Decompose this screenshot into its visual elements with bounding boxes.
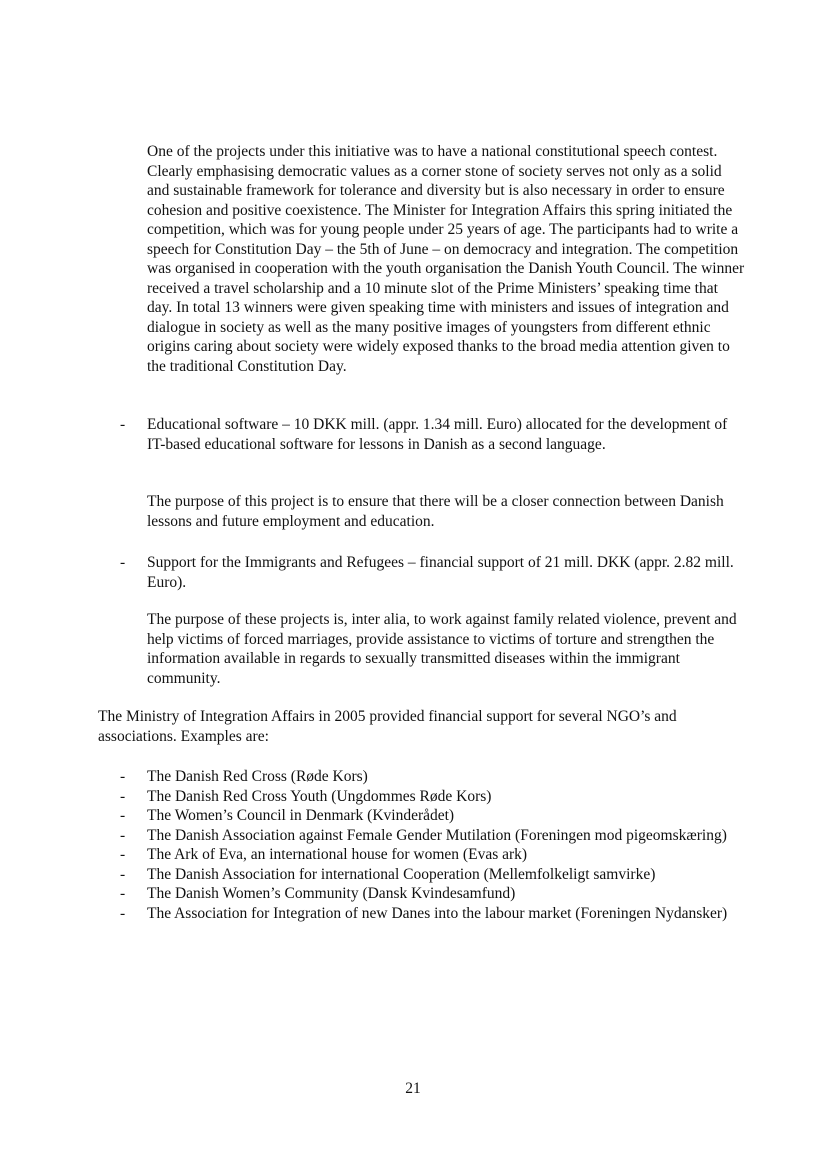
bullet-dash: - [120,885,126,902]
list-item [120,904,750,924]
list-item [120,826,750,846]
software-purpose-paragraph: The purpose of this project is to ensure that there will be a closer connection between Danish lessons and future employment and education. [147,493,724,530]
bullet-dash: - [120,807,126,824]
bullet-dash: - [120,554,126,571]
organisation-list [120,767,750,923]
organisation-name: The Danish Association against Female Gender Mutilation (Foreningen mod pigeomskæring) [147,826,727,844]
bullet-dash: - [120,904,126,922]
bullet-dash: - [120,768,126,785]
speech-contest-paragraph: One of the projects under this initiative was to have a national constitutional speech contest. Clearly emphasising democratic values as a corner stone of society serves not only as a solid and sustainable framework for tolerance and diversity but is also necessary in order to ensure cohesion and positive coexistence. The Minister for Integration Affairs this spring initiated the competition, which was for young people under 25 years of age. The participants had to write a speech for Constitution Day – the 5th of June – on democracy and integration. The competition was organised in cooperation with the youth organisation the Danish Youth Council. The winner received a travel scholarship and a 10 minute slot of the Prime Ministers’ speaking time that day. In total 13 winners were given speaking time with ministers and issues of integration and dialogue in society as well as the many positive images of youngsters from different ethnic origins caring about society were widely exposed thanks to the broad media attention given to the traditional Constitution Day. [147,143,745,375]
software-bullet-text: Educational software – 10 DKK mill. (appr. 1.34 mill. Euro) allocated for the development of IT-based educational software for lessons in Danish as a second language. [147,416,728,453]
list-item [120,845,750,865]
bullet-dash: - [120,416,126,433]
list-item [120,806,750,826]
page-number: 21 [405,1080,421,1097]
organisation-name: The Danish Red Cross Youth (Ungdommes Røde Kors) [147,787,492,805]
organisation-name: The Association for Integration of new Danes into the labour market (Foreningen Nydansker) [147,904,728,922]
list-item [120,767,750,787]
organisation-name: The Danish Association for international Cooperation (Mellemfolkeligt samvirke) [147,865,656,883]
organisation-name: The Women’s Council in Denmark (Kvinderådet) [147,807,455,824]
organisation-name: The Danish Women’s Community (Dansk Kvindesamfund) [147,885,516,902]
organisation-name: The Ark of Eva, an international house for women (Evas ark) [147,846,528,863]
organisation-name: The Danish Red Cross (Røde Kors) [147,768,368,785]
bullet-dash: - [120,865,126,883]
ngo-intro-paragraph: The Ministry of Integration Affairs in 2005 provided financial support for several NGO’s and associations. Examples are: [98,708,677,745]
bullet-dash: - [120,846,126,863]
list-item [120,787,750,807]
bullet-dash: - [120,787,126,805]
support-purpose-paragraph: The purpose of these projects is, inter alia, to work against family related violence, prevent and help victims of forced marriages, provide assistance to victims of torture and strengthen the information available in regards to sexually transmitted diseases within the immigrant community. [147,611,737,687]
list-item [120,884,750,904]
support-bullet-text: Support for the Immigrants and Refugees – financial support of 21 mill. DKK (appr. 2.82 mill. Euro). [147,554,734,591]
bullet-dash: - [120,826,126,844]
list-item [120,865,750,885]
